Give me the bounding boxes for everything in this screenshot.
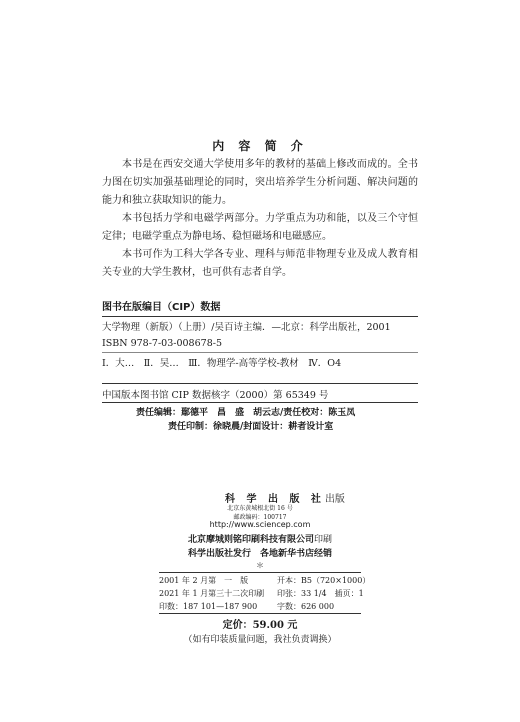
publisher-name-text: 科 学 出 版 社 [225,494,325,505]
cip-bottom-rule [102,402,418,403]
format-size: 开本：B5（720×1000） [277,576,371,585]
cip-classification: Ⅰ．大… Ⅱ．吴… Ⅲ．物理学-高等学校-教材 Ⅳ．O4 [102,358,342,369]
edition-row [159,574,371,587]
publisher-url: http://www.sciencep.com [209,520,311,529]
price: 定价：59.00 元 [222,620,298,631]
print-run: 印数：187 101—187 900 [159,602,258,611]
cip-divider [102,352,418,353]
intro-paragraph-2: 本书包括力学和电磁学两部分。力学重点为功和能，以及三个守恒定律；电磁学重点为静电场、稳恒磁场和电磁感应。 [102,213,418,242]
publisher-postcode: 邮政编码：100717 [233,514,287,521]
edition-first: 2001 年 2 月第 一 版 [159,576,249,585]
printer-suffix: 印刷 [314,535,333,545]
cip-isbn: ISBN 978-7-03-008678-5 [102,338,222,349]
cip-heading: 图书在版编目（CIP）数据 [102,302,221,313]
edition-row [159,600,361,613]
distributor-line: 科学出版社发行 各地新华书店经销 [187,549,332,559]
printer-name: 北京摩城则铭印刷科技有限公司 [187,535,314,545]
cip-title-line: 大学物理（新版）（上册）/吴百诗主编．—北京：科学出版社，2001 [102,322,391,333]
edition-info-box [159,572,371,614]
sheets-count: 印张：33 1/4 插页：1 [277,589,364,598]
publisher-address: 北京东黄城根北街 16 号 [227,505,293,512]
intro-paragraph-3: 本书可作为工科大学各专业、理科与师范非物理专业及成人教育相关专业的大学生教材，也可供有志者自学。 [102,249,418,278]
printing-count: 2021 年 1 月第三十二次印刷 [159,589,265,598]
publisher-name [225,490,345,505]
intro-paragraph-1: 本书是在西安交通大学使用多年的教材的基础上修改而成的。全书力图在切实加强基础理论的同时，突出培养学生分析问题、解决问题的能力和独立获取知识的能力。 [102,159,418,206]
cip-number: 中国版本图书馆 CIP 数据核字（2000）第 65349 号 [102,390,329,401]
edition-row [159,587,364,600]
cip-data-box [102,316,418,384]
quality-notice: （如有印装质量问题，我社负责调换） [183,635,337,645]
editors-line: 责任编辑：鄢德平 昌 盛 胡云志/责任校对：陈玉凤 [136,408,356,418]
production-line: 责任印制：徐晓晨/封面设计：耕者设计室 [168,422,334,432]
star-separator: ＊ [256,561,264,570]
publisher-name-suffix: 出版 [324,494,345,505]
word-count: 字数：626 000 [277,602,335,611]
printer-line [0,532,520,545]
intro-title: 内 容 简 介 [212,139,308,153]
